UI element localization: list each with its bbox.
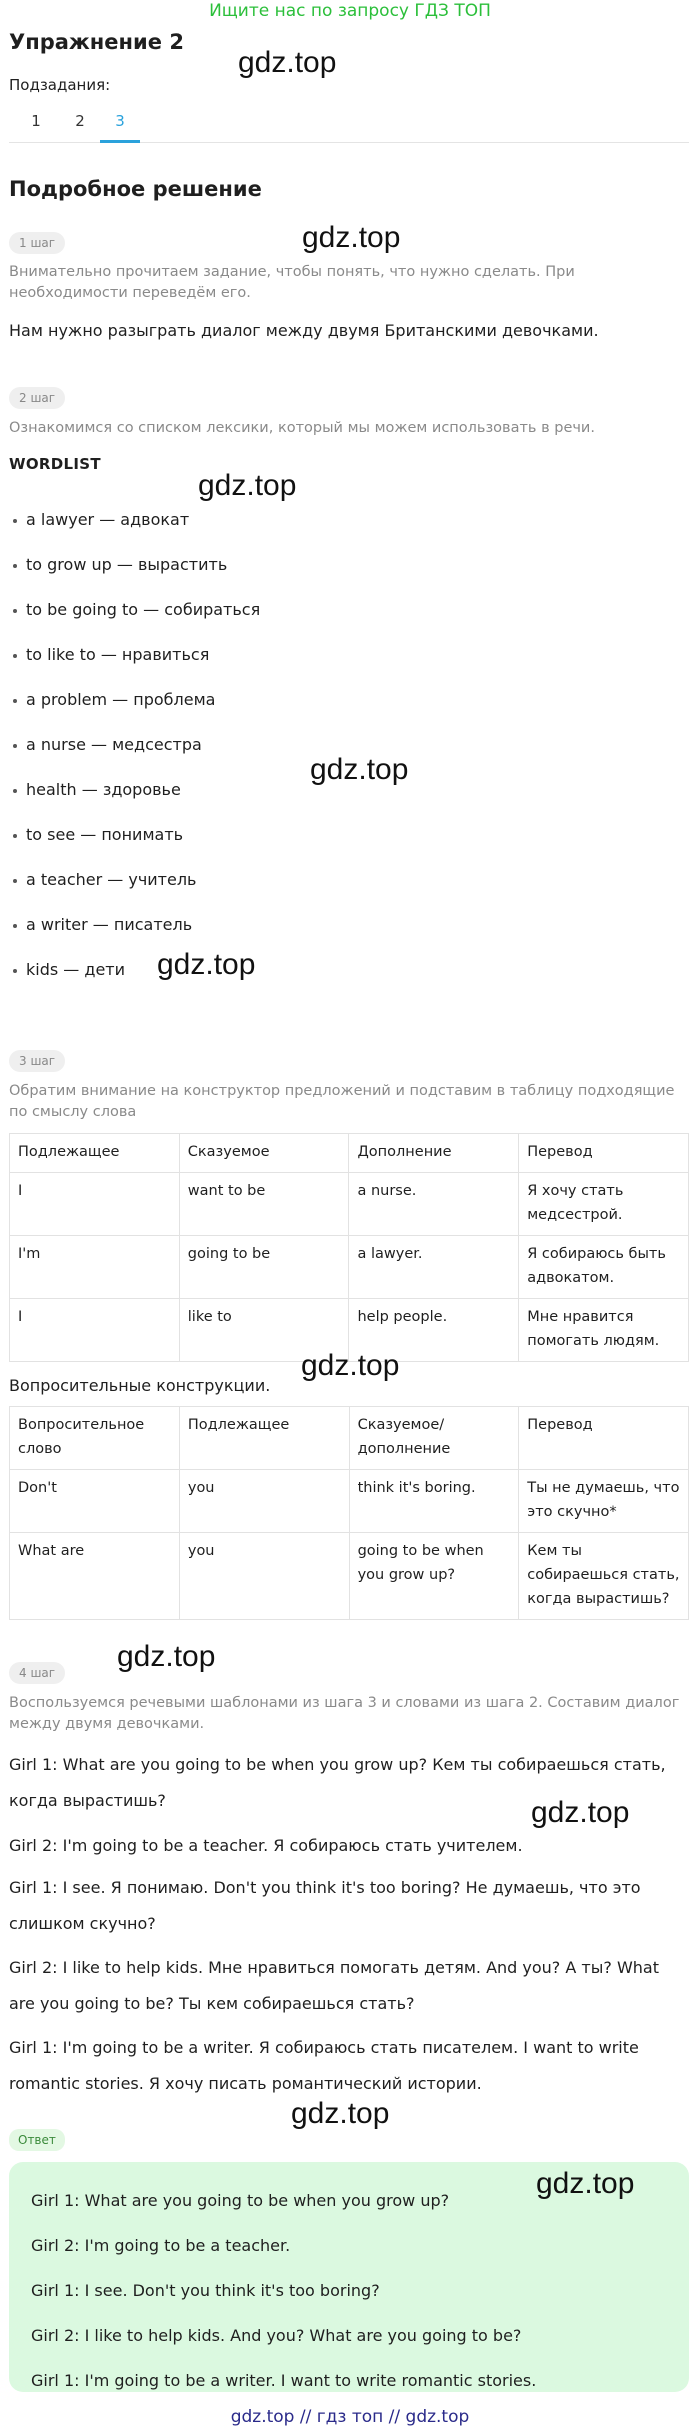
watermark: gdz.top <box>301 1349 400 1382</box>
step-1-badge: 1 шаг <box>9 232 65 254</box>
wordlist-item: to be going to — собираться <box>26 598 260 622</box>
table-cell: going to be <box>179 1236 349 1299</box>
table-cell: Я хочу стать медсестрой. <box>519 1173 689 1236</box>
table-row <box>10 1173 689 1236</box>
table-header-row <box>10 1407 689 1470</box>
table-header-row <box>10 1134 689 1173</box>
watermark: gdz.top <box>291 2097 390 2130</box>
wordlist-item: to like to — нравиться <box>26 643 209 667</box>
table-cell: like to <box>179 1299 349 1362</box>
table-cell: Don't <box>10 1470 180 1533</box>
dialog-line: Girl 1: I'm going to be a writer. Я собираюсь стать писателем. I want to write romantic stories. Я хочу писать романтический истории. <box>9 2038 639 2093</box>
watermark: gdz.top <box>117 1640 216 1673</box>
watermark: gdz.top <box>238 46 337 79</box>
table-header-cell: Подлежащее <box>179 1407 349 1470</box>
active-tab-indicator <box>100 140 140 143</box>
table-cell: going to be when you grow up? <box>349 1533 519 1620</box>
table-row <box>10 1470 689 1533</box>
table-row <box>10 1236 689 1299</box>
bullet-icon <box>13 834 17 838</box>
bullet-icon <box>13 744 17 748</box>
table-cell: think it's boring. <box>349 1470 519 1533</box>
wordlist-item: to see — понимать <box>26 823 183 847</box>
table-cell: Я собираюсь быть адвокатом. <box>519 1236 689 1299</box>
bullet-icon <box>13 879 17 883</box>
subtasks-label: Подзадания: <box>9 76 111 94</box>
watermark: gdz.top <box>157 948 256 981</box>
dialog-line: Girl 1: What are you going to be when you grow up? Кем ты собираешься стать, когда вырастишь? <box>9 1755 666 1810</box>
table-header-cell: Перевод <box>519 1134 689 1173</box>
table-cell: you <box>179 1533 349 1620</box>
answer-line: Girl 2: I like to help kids. And you? What are you going to be? <box>31 2326 522 2345</box>
watermark: gdz.top <box>310 753 409 786</box>
answer-line: Girl 2: I'm going to be a teacher. <box>31 2236 291 2255</box>
step-1-hint: Внимательно прочитаем задание, чтобы понять, что нужно сделать. При необходимости переведём его. <box>9 264 575 301</box>
questions-table <box>9 1406 689 1620</box>
wordlist-item: kids — дети <box>26 958 125 982</box>
table-cell: Ты не думаешь, что это скучно* <box>519 1470 689 1533</box>
table-cell: help people. <box>349 1299 519 1362</box>
tab-2[interactable]: 2 <box>75 112 85 130</box>
page-title: Упражнение 2 <box>9 30 184 54</box>
table-cell: Кем ты собираешься стать, когда вырастишь? <box>519 1533 689 1620</box>
wordlist-item: a teacher — учитель <box>26 868 196 892</box>
wordlist-item: to grow up — вырастить <box>26 553 227 577</box>
dialog-line: Girl 1: I see. Я понимаю. Don't you think it's too boring? Не думаешь, что это слишком скучно? <box>9 1878 641 1933</box>
table-cell: you <box>179 1470 349 1533</box>
table-row <box>10 1533 689 1620</box>
answer-line: Girl 1: I see. Don't you think it's too boring? <box>31 2281 380 2300</box>
bullet-icon <box>13 564 17 568</box>
bullet-icon <box>13 654 17 658</box>
table-header-cell: Сказуемое <box>179 1134 349 1173</box>
tab-3[interactable]: 3 <box>115 112 125 130</box>
wordlist-item: health — здоровье <box>26 778 181 802</box>
table-cell: want to be <box>179 1173 349 1236</box>
bullet-icon <box>13 609 17 613</box>
table-cell: What are <box>10 1533 180 1620</box>
table-cell: a lawyer. <box>349 1236 519 1299</box>
table-cell: I <box>10 1173 180 1236</box>
step-4-hint: Воспользуемся речевыми шаблонами из шага 3 и словами из шага 2. Составим диалог между двумя девочками. <box>9 1695 680 1732</box>
wordlist-title: WORDLIST <box>9 455 101 473</box>
answer-label: Ответ <box>9 2129 65 2151</box>
table-cell: I <box>10 1299 180 1362</box>
watermark: gdz.top <box>302 221 401 254</box>
step-4-badge: 4 шаг <box>9 1662 65 1684</box>
answer-line: Girl 1: What are you going to be when you grow up? <box>31 2191 450 2210</box>
table-cell: I'm <box>10 1236 180 1299</box>
answer-line: Girl 1: I'm going to be a writer. I want to write romantic stories. <box>31 2371 537 2390</box>
bullet-icon <box>13 924 17 928</box>
wordlist-item: a problem — проблема <box>26 688 215 712</box>
step-3-badge: 3 шаг <box>9 1050 65 1072</box>
sentence-table <box>9 1133 689 1362</box>
dialog-line: Girl 2: I like to help kids. Мне нравиться помогать детям. And you? А ты? What are you going to be? Ты кем собираешься стать? <box>9 1958 659 2013</box>
wordlist-item: a writer — писатель <box>26 913 192 937</box>
bullet-icon <box>13 789 17 793</box>
step-2-hint: Ознакомимся со списком лексики, который мы можем использовать в речи. <box>9 420 595 436</box>
table-header-cell: Вопросительное слово <box>10 1407 180 1470</box>
bottom-banner[interactable]: gdz.top // гдз топ // gdz.top <box>230 2407 470 2427</box>
dialog-line: Girl 2: I'm going to be a teacher. Я собираюсь стать учителем. <box>9 1836 523 1855</box>
watermark: gdz.top <box>198 469 297 502</box>
table-cell: a nurse. <box>349 1173 519 1236</box>
questions-label: Вопросительные конструкции. <box>9 1376 271 1395</box>
step-2-badge: 2 шаг <box>9 387 65 409</box>
tab-1[interactable]: 1 <box>31 112 41 130</box>
table-cell: Мне нравится помогать людям. <box>519 1299 689 1362</box>
top-banner[interactable]: Ищите нас по запросу ГДЗ ТОП <box>209 1 491 21</box>
step-1-text: Нам нужно разыграть диалог между двумя Британскими девочками. <box>9 321 599 340</box>
step-3-hint: Обратим внимание на конструктор предложений и подставим в таблицу подходящие по смыслу слова <box>9 1083 675 1120</box>
bullet-icon <box>13 969 17 973</box>
table-header-cell: Подлежащее <box>10 1134 180 1173</box>
watermark: gdz.top <box>536 2167 635 2200</box>
wordlist-item: a lawyer — адвокат <box>26 508 189 532</box>
wordlist-item: a nurse — медсестра <box>26 733 202 757</box>
bullet-icon <box>13 519 17 523</box>
bullet-icon <box>13 699 17 703</box>
table-header-cell: Перевод <box>519 1407 689 1470</box>
table-header-cell: Сказуемое/ дополнение <box>349 1407 519 1470</box>
watermark: gdz.top <box>531 1796 630 1829</box>
subtask-tabs <box>9 106 689 143</box>
section-title: Подробное решение <box>9 177 262 201</box>
table-header-cell: Дополнение <box>349 1134 519 1173</box>
